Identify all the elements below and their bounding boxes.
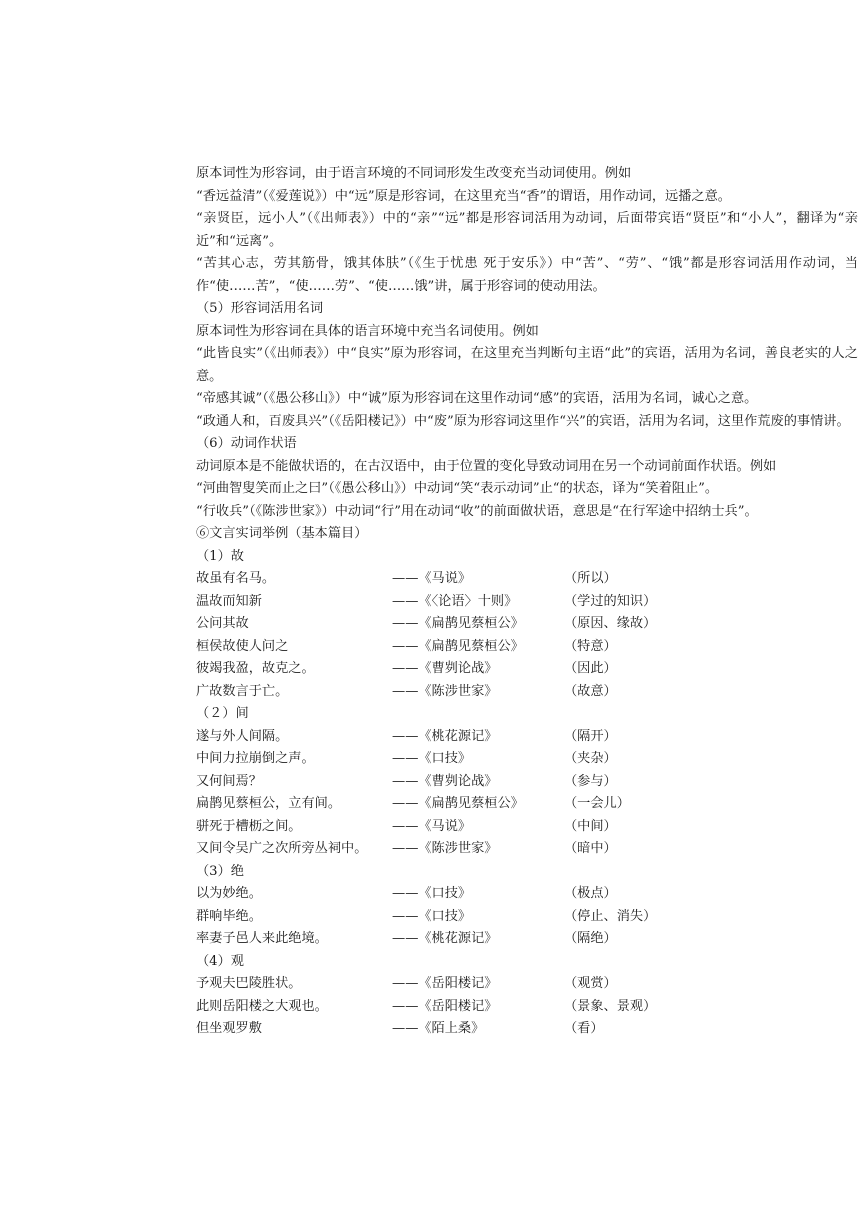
example-source: ——《曹刿论战》 — [392, 773, 498, 789]
example-row — [196, 906, 858, 929]
example-row — [196, 748, 858, 771]
top-section — [196, 163, 858, 546]
example-row — [196, 928, 858, 951]
paragraph: 原本词性为形容词，由于语言环境的不同词形发生改变充当动词使用。例如 — [196, 166, 632, 181]
example-source: ——《岳阳楼记》 — [392, 998, 498, 1014]
example-row — [196, 996, 858, 1019]
example-source: ——《扁鹊见蔡桓公》 — [392, 616, 524, 631]
example-row — [196, 636, 858, 659]
example-source: ——《岳阳楼记》 — [392, 976, 498, 991]
group-heading: （２）间 — [196, 706, 249, 721]
example-source: ——《桃花源记》 — [392, 931, 498, 946]
paragraph: “此皆良实”（《出师表》）中“良实”原为形容词，在这里充当判断句主语“此”的宾语，活用为名词，善良老实的人之意。 — [196, 346, 858, 384]
example-meaning: （特意） — [564, 638, 617, 654]
example-sentence: 又间令吴广之次所旁丛祠中。 — [196, 841, 368, 856]
example-sentence: 以为妙绝。 — [196, 886, 262, 901]
example-row — [196, 816, 858, 839]
paragraph: “苦其心志，劳其筋骨，饿其体肤”（《生于忧患 死于安乐》）中“苦”、“劳”、“饿”都是形容词活用作动词，当作“使……苦”，“使……劳”、“使……饿”讲，属于形容词的使动用法。 — [196, 256, 858, 294]
group-heading: （1）故 — [196, 548, 244, 564]
example-meaning: （原因、缘故） — [564, 616, 657, 631]
example-source: ——《口技》 — [392, 908, 472, 924]
example-meaning: （极点） — [564, 886, 617, 901]
paragraph: 动词原本是不能做状语的，在古汉语中，由于位置的变化导致动词用在另一个动词前面作状语。例如 — [196, 458, 777, 474]
example-meaning: （所以） — [564, 571, 617, 586]
example-meaning: （隔绝） — [564, 931, 617, 946]
paragraph: “亲贤臣，远小人”（《出师表》）中的“亲”“远”都是形容词活用为动词，后面带宾语“贤臣”和“小人”，翻译为“亲近”和“远离”。 — [196, 211, 858, 249]
example-meaning: （中间） — [564, 818, 617, 834]
paragraph: “河曲智叟笑而止之曰”（《愚公移山》）中动词“笑“表示动词”止“的状态，译为“笑着阻止”。 — [196, 481, 719, 496]
example-source: ——《扁鹊见蔡桓公》 — [392, 796, 524, 811]
example-sentence: 群响毕绝。 — [196, 908, 262, 924]
example-source: ——《〈论语〉十则》 — [392, 593, 518, 609]
example-meaning: （参与） — [564, 773, 617, 789]
paragraph: 原本词性为形容词在具体的语言环境中充当名词使用。例如 — [196, 323, 539, 339]
example-sentence: 遂与外人间隔。 — [196, 728, 289, 744]
example-meaning: （观赏） — [564, 976, 617, 991]
example-row — [196, 838, 858, 861]
example-row — [196, 568, 858, 591]
example-row — [196, 613, 858, 636]
example-source: ——《马说》 — [392, 818, 472, 834]
example-meaning: （夹杂） — [564, 751, 617, 766]
example-meaning: （一会儿） — [564, 796, 630, 811]
paragraph: “香远益清”（《爱莲说》）中“远”原是形容词，在这里充当“香”的谓语，用作动词，远播之意。 — [196, 188, 731, 204]
document-page — [196, 163, 858, 1041]
word-examples — [196, 546, 858, 1041]
example-sentence: 扁鹊见蔡桓公，立有间。 — [196, 796, 342, 811]
example-sentence: 中间力拉崩倒之声。 — [196, 751, 315, 766]
example-meaning: （隔开） — [564, 728, 617, 744]
section-heading: （5）形容词活用名词 — [196, 301, 324, 316]
example-sentence: 温故而知新 — [196, 593, 262, 609]
example-sentence: 公问其故 — [196, 616, 249, 631]
example-row — [196, 726, 858, 749]
example-row — [196, 681, 858, 704]
example-row — [196, 658, 858, 681]
example-meaning: （停止、消失） — [564, 908, 657, 924]
example-source: ——《马说》 — [392, 571, 472, 586]
example-source: ——《口技》 — [392, 886, 472, 901]
example-meaning: （故意） — [564, 683, 617, 699]
example-sentence: 但坐观罗敷 — [196, 1021, 262, 1036]
example-row — [196, 771, 858, 794]
example-sentence: 又何间焉？ — [196, 773, 262, 789]
example-sentence: 广故数言于亡。 — [196, 683, 289, 699]
example-sentence: 予观夫巴陵胜状。 — [196, 976, 302, 991]
example-meaning: （学过的知识） — [564, 593, 657, 609]
group-heading: （4）观 — [196, 953, 244, 969]
example-source: ——《陈涉世家》 — [392, 683, 498, 699]
paragraph: “政通人和，百废具兴”（《岳阳楼记》）中“废”原为形容词这里作“兴”的宾语，活用为名词，这里作荒废的事情讲。 — [196, 413, 850, 429]
example-source: ——《曹刿论战》 — [392, 661, 498, 676]
example-sentence: 彼竭我盈，故克之。 — [196, 661, 315, 676]
example-sentence: 此则岳阳楼之大观也。 — [196, 998, 328, 1014]
example-source: ——《桃花源记》 — [392, 728, 498, 744]
example-source: ——《扁鹊见蔡桓公》 — [392, 638, 524, 654]
section-heading: （6）动词作状语 — [196, 436, 297, 451]
example-meaning: （看） — [564, 1021, 604, 1036]
example-sentence: 故虽有名马。 — [196, 571, 276, 586]
example-meaning: （因此） — [564, 661, 617, 676]
example-meaning: （暗中） — [564, 841, 617, 856]
example-sentence: 骈死于槽枥之间。 — [196, 818, 302, 834]
example-row — [196, 591, 858, 614]
example-row — [196, 1018, 858, 1041]
example-sentence: 率妻子邑人来此绝境。 — [196, 931, 328, 946]
example-row — [196, 973, 858, 996]
paragraph: “帝感其诚”（《愚公移山》）中“诚”原为形容词在这里作动词“感”的宾语，活用为名词，诚心之意。 — [196, 391, 758, 406]
example-sentence: 桓侯故使人问之 — [196, 638, 289, 654]
example-source: ——《口技》 — [392, 751, 472, 766]
group-heading: （3）绝 — [196, 863, 244, 879]
example-row — [196, 883, 858, 906]
section-heading: ⑥文言实词举例（基本篇目） — [196, 526, 368, 541]
example-meaning: （景象、景观） — [564, 998, 657, 1014]
example-row — [196, 793, 858, 816]
example-source: ——《陈涉世家》 — [392, 841, 498, 856]
example-source: ——《陌上桑》 — [392, 1021, 485, 1036]
paragraph: “行收兵”（《陈涉世家》）中动词“行”用在动词“收”的前面做状语，意思是“在行军途中招纳士兵”。 — [196, 503, 758, 519]
